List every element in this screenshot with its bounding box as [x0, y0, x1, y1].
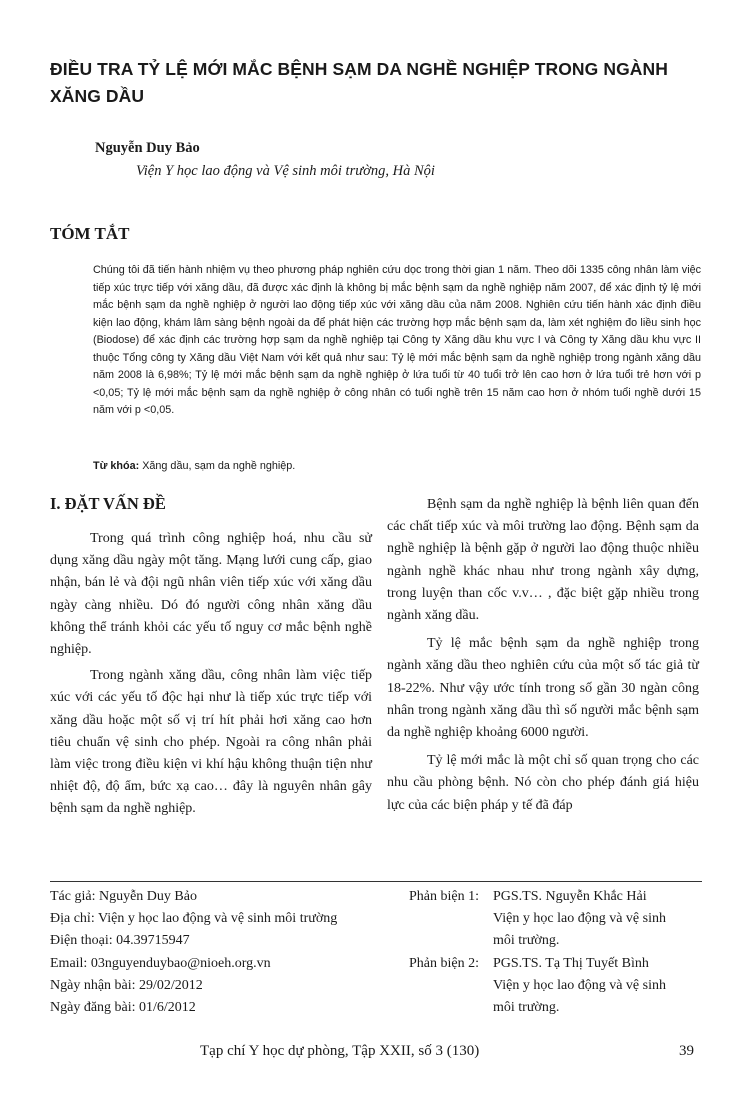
- paragraph: Trong quá trình công nghiệp hoá, nhu cầu sử dụng xăng dầu ngày một tăng. Mạng lưới cung cấp, giao nhận, bán lẻ và đội ngũ nhân viên tiếp xúc với xăng dầu ngày càng nhiều. Dó đó người công nhân xăng dầu không thể tránh khỏi các yếu tố nguy cơ mắc bệnh nghề nghiệp.: [50, 531, 372, 658]
- reviewer-name: PGS.TS. Tạ Thị Tuyết Bình: [493, 955, 649, 971]
- reviewer-institution: Viện y học lao động và vệ sinh: [493, 911, 666, 927]
- author-info-line: Địa chỉ: Viện y học lao động và vệ sinh môi trường: [50, 911, 338, 927]
- reviewer-name: PGS.TS. Nguyễn Khắc Hải: [493, 889, 647, 904]
- abstract-text: Chúng tôi đã tiến hành nhiệm vụ theo phương pháp nghiên cứu dọc trong thời gian 1 năm. Theo dõi 1335 công nhân làm việc tiếp xúc trực tiếp với xăng dầu, đã được xác định là không bị mắc bệnh sạm da nghề nghiệp năm 2007, để xác định tỷ lệ mới mắc bệnh sạm da nghề nghiệp ở người lao động tiếp xúc với xăng dầu của năm 2008. Nghiên cứu tiến hành xác định điều kiện lao động, khám lâm sàng bệnh ngoài da để phát hiện các trường hợp mắc bệnh sạm da, làm xét nghiệm đo liều sinh học (Biodose) để xác định các trường hợp sạm da nghề nghiệp tại Công ty Xăng dầu khu vực I và Công ty Xăng dầu khu vực II thuộc Tổng công ty Xăng dầu Việt Nam với kết quả như sau: Tỷ lệ mới mắc bệnh sạm da nghề nghiệp trong ngành xăng dầu năm 2008 là 6,98%; Tỷ lệ mới mắc bệnh sạm da nghề nghiệp ở lứa tuổi từ 40 tuổi trở lên cao hơn ở lứa tuổi trẻ hơn với p <0,05; Tỷ lệ mới mắc bệnh sạm da nghề nghiệp ở công nhân có tuổi nghề trên 15 năm cao hơn ở nhóm tuổi nghề dưới 15 năm với p <0,05.: [93, 264, 701, 416]
- reviewer-label: Phản biện 1:: [409, 889, 479, 904]
- author-info-line: Tác giả: Nguyễn Duy Bảo: [50, 889, 197, 904]
- reviewer-label: Phản biện 2:: [409, 955, 479, 971]
- author-info-line: Điện thoại: 04.39715947: [50, 933, 190, 949]
- article-title: ĐIỀU TRA TỶ LỆ MỚI MẮC BỆNH SẠM DA NGHỀ NGHIỆP TRONG NGÀNH XĂNG DẦU: [50, 59, 669, 106]
- section-heading-introduction: I. ĐẶT VẤN ĐỀ: [50, 494, 166, 513]
- author-info-line: Ngày nhận bài: 29/02/2012: [50, 977, 203, 993]
- keywords-text: Xăng dầu, sạm da nghề nghiệp.: [142, 460, 296, 472]
- reviewer-2: [409, 953, 709, 975]
- paragraph: Tỷ lệ mới mắc là một chỉ số quan trọng cho các nhu cầu phòng bệnh. Nó còn cho phép đánh giá hiệu lực của các biện pháp y tế đã đáp: [387, 753, 699, 813]
- paragraph: Tỷ lệ mắc bệnh sạm da nghề nghiệp trong ngành xăng dầu theo nghiên cứu của một số tác giả từ 18-22%. Như vậy ước tính trong số gần 30 ngàn công nhân trong ngành xăng dầu thì số người mắc bệnh sạm da nghề nghiệp khoảng 6000 người.: [387, 636, 699, 741]
- abstract-heading: TÓM TẮT: [50, 224, 130, 243]
- reviewer-info: [409, 886, 709, 1019]
- author-info: [50, 886, 395, 1019]
- right-column: [387, 494, 699, 823]
- page-number: 39: [679, 1043, 694, 1059]
- footnote-divider: [50, 881, 702, 882]
- journal-name: Tạp chí Y học dự phòng, Tập XXII, số 3 (130): [200, 1043, 480, 1059]
- reviewer-institution: môi trường.: [493, 933, 560, 949]
- author-name: Nguyễn Duy Bảo: [95, 140, 200, 156]
- keywords-label: Từ khóa:: [93, 460, 140, 472]
- paragraph: Trong ngành xăng dầu, công nhân làm việc tiếp xúc với các yếu tố độc hại như là tiếp xúc trực tiếp với xăng dầu hoặc một số vị trí hít phải hơi xăng cao hơn tiêu chuẩn vệ sinh cho phép. Ngoài ra công nhân phải làm việc trong điều kiện vi khí hậu không thuận tiện như nhiệt độ, độ ẩm, bức xạ cao… đây là nguyên nhân gây bệnh sạm da nghề nghiệp.: [50, 668, 372, 817]
- author-affiliation: Viện Y học lao động và Vệ sinh môi trường, Hà Nội: [136, 163, 435, 179]
- reviewer-institution: Viện y học lao động và vệ sinh: [493, 977, 666, 993]
- paragraph: Bệnh sạm da nghề nghiệp là bệnh liên quan đến các chất tiếp xúc và môi trường lao động. Bệnh sạm da nghề nghiệp là bệnh gặp ở người lao động thuộc nhiều ngành nghề khác nhau như trong ngành xây dựng, trong luyện than cốc v.v… , đặc biệt gặp nhiều trong ngành xăng dầu.: [387, 497, 699, 624]
- author-info-line: Ngày đăng bài: 01/6/2012: [50, 1000, 196, 1016]
- keywords: [93, 460, 701, 472]
- reviewer-1: [409, 886, 709, 908]
- author-info-line: Email: 03nguyenduybao@nioeh.org.vn: [50, 955, 271, 971]
- reviewer-institution: môi trường.: [493, 1000, 560, 1016]
- left-column: [50, 492, 372, 825]
